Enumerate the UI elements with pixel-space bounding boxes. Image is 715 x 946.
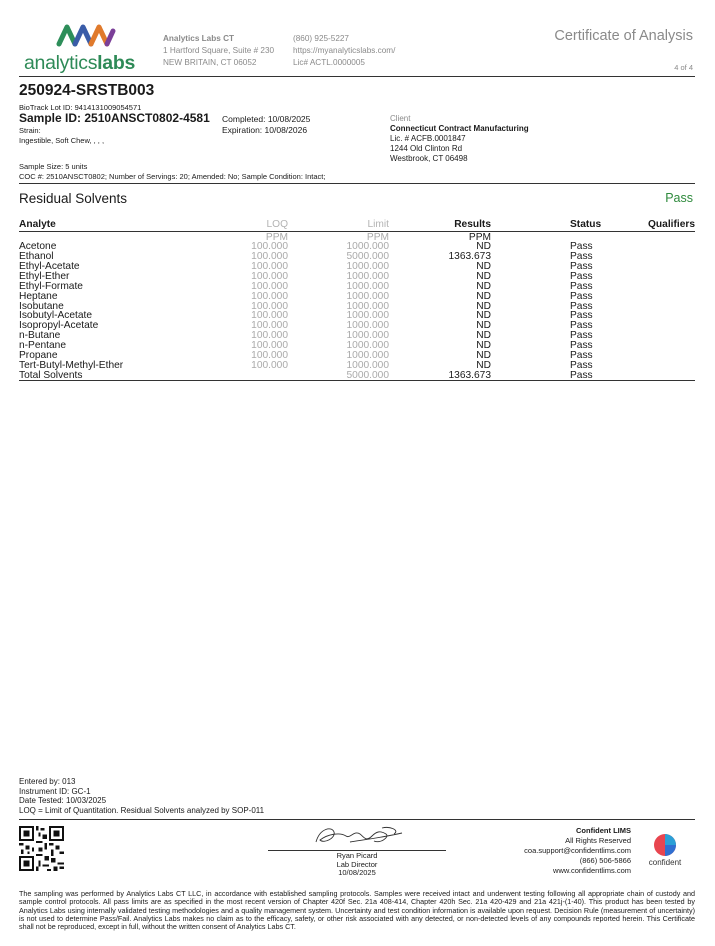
signer-title: Lab Director — [336, 859, 378, 869]
signature-block — [268, 822, 446, 877]
instrument-id: Instrument ID: GC-1 — [19, 786, 91, 796]
client-name: Connecticut Contract Manufacturing — [390, 124, 529, 133]
lims-info — [524, 826, 631, 876]
unit-loq: PPM — [265, 232, 288, 243]
confident-wordmark: confident — [648, 858, 682, 867]
analyte-name: Ethanol — [19, 250, 54, 262]
header-status: Status — [570, 219, 602, 230]
analyte-result: ND — [476, 320, 491, 332]
residual-solvents-table — [19, 219, 695, 381]
analyte-loq: 100.000 — [251, 340, 288, 352]
analyte-loq: 100.000 — [251, 241, 288, 252]
coc-line: COC #: 2510ANSCT0802; Number of Servings: 20; Amended: No; Sample Condition: Intact; — [19, 171, 326, 181]
client-label: Client — [390, 114, 411, 123]
analyte-limit: 1000.000 — [346, 330, 389, 342]
analyte-status: Pass — [570, 260, 593, 272]
lab-address-2: NEW BRITAIN, CT 06052 — [163, 58, 257, 67]
client-address-1: 1244 Old Clinton Rd — [390, 144, 463, 153]
footer-divider — [19, 819, 695, 820]
analyte-result: ND — [476, 241, 491, 252]
analyte-result: ND — [476, 300, 491, 312]
analyte-limit: 1000.000 — [346, 360, 389, 372]
qr-code-icon[interactable] — [19, 826, 64, 871]
analyte-loq: 100.000 — [251, 330, 288, 342]
analyte-limit: 1000.000 — [346, 340, 389, 352]
header-results: Results — [454, 219, 491, 230]
analyte-limit: 1000.000 — [346, 270, 389, 282]
analyte-limit: 1000.000 — [346, 290, 389, 302]
total-name: Total Solvents — [19, 369, 83, 381]
loq-note: LOQ = Limit of Quantitation. Residual Solvents analyzed by SOP-011 — [19, 805, 265, 815]
client-info — [390, 114, 529, 164]
analyte-name: Ethyl-Acetate — [19, 260, 80, 272]
analyte-result: ND — [476, 350, 491, 362]
completed-date: Completed: 10/08/2025 — [222, 114, 311, 124]
analyte-status: Pass — [570, 241, 593, 252]
client-address-2: Westbrook, CT 06498 — [390, 154, 468, 163]
analyte-status: Pass — [570, 250, 593, 262]
analyte-result: ND — [476, 290, 491, 302]
expiration-date: Expiration: 10/08/2026 — [222, 125, 308, 135]
analyte-name: Heptane — [19, 290, 58, 302]
analyte-result: 1363.673 — [448, 250, 491, 262]
analyte-limit: 1000.000 — [346, 350, 389, 362]
sample-details — [19, 162, 325, 181]
lab-name: Analytics Labs CT — [163, 34, 234, 43]
analyte-status: Pass — [570, 350, 593, 362]
date-tested: Date Tested: 10/03/2025 — [19, 796, 107, 805]
total-status: Pass — [570, 369, 593, 381]
analyte-status: Pass — [570, 340, 593, 352]
analyte-loq: 100.000 — [251, 360, 288, 372]
table-header — [19, 219, 695, 230]
analyte-name: Acetone — [19, 241, 57, 252]
analytics-labs-logo — [24, 22, 150, 80]
analyte-name: Propane — [19, 350, 58, 362]
logo-mark-icon — [56, 22, 118, 48]
analyte-loq: 100.000 — [251, 290, 288, 302]
signer-date: 10/08/2025 — [338, 868, 376, 877]
dates — [222, 114, 310, 136]
total-limit: 5000.000 — [346, 369, 389, 381]
logo-wordmark: analyticslabs — [24, 52, 135, 74]
strain-label: Strain: — [19, 126, 41, 135]
analyte-limit: 1000.000 — [346, 300, 389, 312]
analyte-name: Isopropyl-Acetate — [19, 320, 99, 332]
header-divider — [19, 76, 695, 77]
lims-name: Confident LIMS — [576, 826, 631, 835]
signature-icon — [310, 824, 410, 850]
analyte-name: Ethyl-Formate — [19, 280, 83, 292]
analyte-result: ND — [476, 260, 491, 272]
analyte-status: Pass — [570, 280, 593, 292]
disclaimer-text: The sampling was performed by Analytics Labs CT LLC, in accordance with established sampling protocols. Samples were received intact and underwent testing following all appropriate chain of custody and sample control protocols. All pass limits are as specified in the most recent version of Chapter 420f Sec. 21a 408-414, Chapter 420h Sec. 21a 420-429 and 21a 421j-(1-40). This product has been tested by Analytics Labs using internally validated testing methodologies and a quality management system. Uncertainty and test condition information is available upon request. Decision Rule (measurement of uncertainty) is not used to determine Pass/Fail. Analytics Labs makes no claim as to the efficacy, safety, or other risk associated with any detected, or non-detected levels of any compounds reported herein. This Certificate shall not be reproduced, except in full, without the written consent of Analytics Labs CT. — [19, 889, 695, 932]
analyte-loq: 100.000 — [251, 320, 288, 332]
analyte-status: Pass — [570, 270, 593, 282]
analyte-loq: 100.000 — [251, 310, 288, 322]
section-status-badge: Pass — [665, 191, 693, 205]
analyte-loq: 100.000 — [251, 350, 288, 362]
analyte-name: n-Pentane — [19, 340, 67, 352]
analyte-result: ND — [476, 360, 491, 372]
header-qualifiers: Qualifiers — [648, 219, 695, 230]
analyte-name: Isobutyl-Acetate — [19, 310, 93, 322]
analyte-name: Isobutane — [19, 300, 64, 312]
confident-logo-icon — [642, 833, 688, 857]
lims-email[interactable]: coa.support@confidentlims.com — [524, 846, 631, 855]
lab-website[interactable]: https://myanalyticslabs.com/ — [293, 46, 396, 55]
sample-size: Sample Size: 5 units — [19, 162, 88, 171]
lab-info — [163, 33, 274, 69]
confident-logo — [642, 833, 688, 871]
lab-phone: (860) 925-5227 — [293, 34, 349, 43]
lab-contact — [293, 33, 395, 69]
section-title: Residual Solvents — [19, 191, 128, 206]
analyte-limit: 1000.000 — [346, 320, 389, 332]
analyte-loq: 100.000 — [251, 270, 288, 282]
analyte-result: ND — [476, 270, 491, 282]
document-title: Certificate of Analysis — [554, 28, 693, 44]
header-loq: LOQ — [266, 219, 288, 230]
analyte-result: ND — [476, 330, 491, 342]
client-license: Lic. # ACFB.0001847 — [390, 134, 466, 143]
analyte-limit: 5000.000 — [346, 250, 389, 262]
analyte-result: ND — [476, 340, 491, 352]
analyte-loq: 100.000 — [251, 260, 288, 272]
sample-id: Sample ID: 2510ANSCT0802-4581 — [19, 111, 210, 125]
header-analyte: Analyte — [19, 219, 56, 230]
section-divider — [19, 183, 695, 184]
lims-website[interactable]: www.confidentlims.com — [553, 866, 631, 875]
analyte-name: n-Butane — [19, 330, 61, 342]
analyte-status: Pass — [570, 330, 593, 342]
analyte-status: Pass — [570, 320, 593, 332]
lab-address-1: 1 Hartford Square, Suite # 230 — [163, 46, 275, 55]
table-total-row — [19, 371, 695, 381]
analyte-limit: 1000.000 — [346, 260, 389, 272]
analyte-limit: 1000.000 — [346, 310, 389, 322]
analyte-status: Pass — [570, 310, 593, 322]
unit-limit: PPM — [366, 232, 389, 243]
analyte-name: Ethyl-Ether — [19, 270, 70, 282]
unit-results: PPM — [468, 232, 491, 243]
signer-name: Ryan Picard — [336, 851, 378, 860]
lims-rights: All Rights Reserved — [565, 836, 631, 845]
analyte-name: Tert-Butyl-Methyl-Ether — [19, 360, 124, 372]
analyte-status: Pass — [570, 290, 593, 302]
batch-id: 250924-SRSTB003 — [19, 82, 155, 99]
entered-by: Entered by: 013 — [19, 777, 76, 786]
analyte-loq: 100.000 — [251, 280, 288, 292]
analyte-loq: 100.000 — [251, 300, 288, 312]
biotrack-lot-id: BioTrack Lot ID: 9414131009054571 — [19, 103, 142, 112]
analyte-limit: 1000.000 — [346, 280, 389, 292]
analyte-status: Pass — [570, 360, 593, 372]
page-number: 4 of 4 — [674, 63, 693, 72]
product-category: Ingestible, Soft Chew, , , , — [19, 135, 105, 145]
lims-phone: (866) 506-5866 — [579, 856, 631, 865]
test-notes — [19, 777, 264, 815]
analyte-limit: 1000.000 — [346, 241, 389, 252]
header-limit: Limit — [367, 219, 389, 230]
analyte-loq: 100.000 — [251, 250, 288, 262]
analyte-result: ND — [476, 280, 491, 292]
total-result: 1363.673 — [448, 369, 491, 381]
lab-license: Lic# ACTL.0000005 — [293, 58, 365, 67]
strain-info — [19, 126, 104, 145]
analyte-result: ND — [476, 310, 491, 322]
analyte-status: Pass — [570, 300, 593, 312]
signer-info — [268, 852, 446, 878]
